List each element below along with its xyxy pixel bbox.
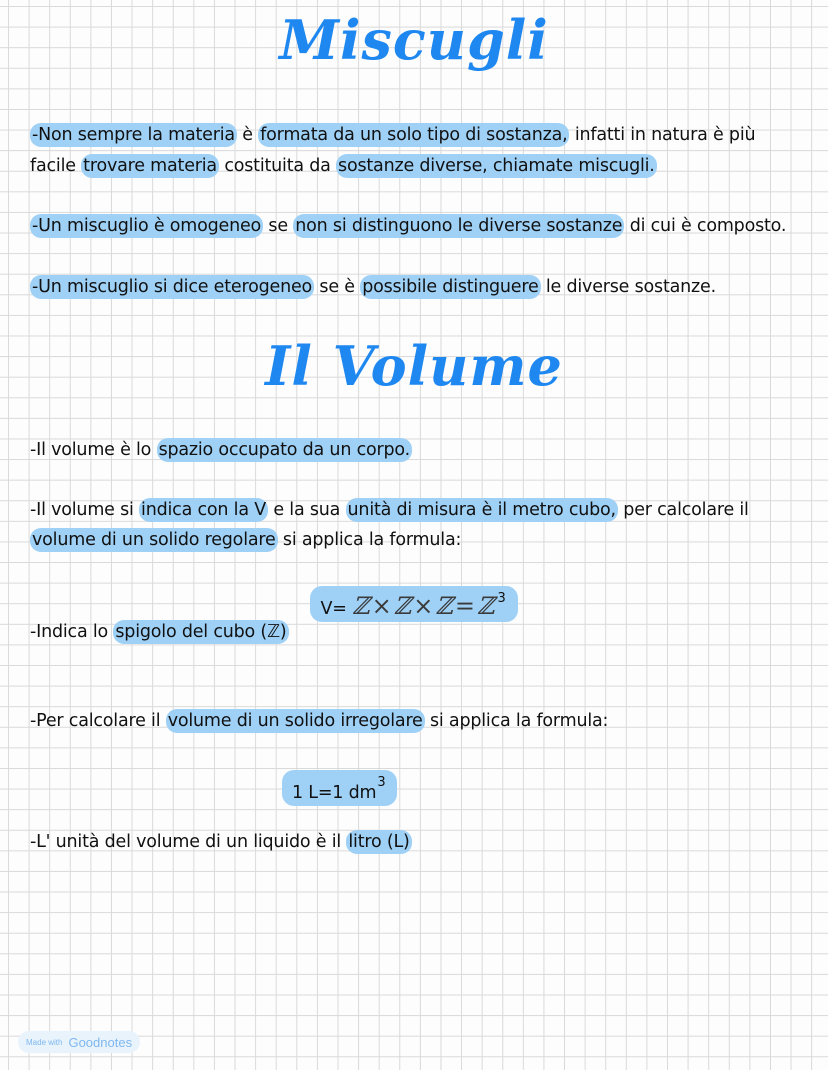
highlight: possibile distinguere: [362, 277, 539, 297]
highlight: unità di misura è il metro cubo,: [347, 500, 616, 520]
paragraph-3: [30, 276, 716, 298]
formula-pill: [282, 770, 397, 806]
highlight: indica con la V: [141, 500, 266, 520]
paragraph-1-line-2: [30, 155, 657, 177]
highlight: non si distinguono le diverse sostanze: [295, 216, 623, 236]
text: le diverse sostanze.: [540, 277, 716, 297]
highlight: litro (L): [348, 832, 410, 852]
text: e la sua: [267, 500, 346, 520]
highlight: -Un miscuglio è omogeneo: [32, 216, 262, 236]
text: facile: [30, 156, 82, 176]
formula-prefix: V=: [320, 599, 347, 619]
paragraph-5-line-1: [30, 499, 749, 521]
formula-pill: [310, 586, 517, 622]
title-il-volume: Il Volume: [265, 334, 563, 398]
highlight: sostanze diverse, chiamate miscugli.: [338, 156, 655, 176]
formula-liter: [282, 770, 397, 806]
text: per calcolare il: [617, 500, 749, 520]
goodnotes-logo: Goodnotes: [68, 1034, 133, 1050]
text: se: [263, 216, 294, 236]
text: se è: [314, 277, 361, 297]
paragraph-4: [30, 439, 412, 461]
text: -Il volume si: [30, 500, 140, 520]
highlight: formata da un solo tipo di sostanza,: [260, 125, 568, 145]
formula-volume-cube: [0, 586, 828, 622]
formula-body: ℤ×ℤ×ℤ=ℤ: [352, 592, 497, 620]
highlight: -Un miscuglio si dice eterogeneo: [32, 277, 313, 297]
made-with-label: Made with: [26, 1037, 63, 1047]
text: è: [236, 125, 259, 145]
highlight: spigolo del cubo (ℤ): [115, 622, 287, 642]
formula-body: 1 L=1 dm: [292, 783, 377, 803]
paragraph-1-line-1: [30, 124, 755, 146]
paragraph-6: [30, 621, 289, 643]
text: di cui è composto.: [624, 216, 787, 236]
highlight: spazio occupato da un corpo.: [158, 440, 410, 460]
highlight: -Non sempre la materia: [32, 125, 235, 145]
goodnotes-badge: [18, 1031, 140, 1053]
text: -Il volume è lo: [30, 440, 157, 460]
text: -Per calcolare il: [30, 711, 166, 731]
formula-exponent: 3: [377, 775, 386, 790]
text: costituita da: [218, 156, 337, 176]
title-miscugli: Miscugli: [279, 8, 549, 72]
highlight: volume di un solido irregolare: [167, 711, 423, 731]
highlight: volume di un solido regolare: [32, 530, 276, 550]
formula-exponent: 3: [497, 591, 506, 606]
text: si applica la formula:: [424, 711, 609, 731]
paragraph-2: [30, 215, 786, 237]
text: -Indica lo: [30, 622, 114, 642]
highlight: trovare materia: [83, 156, 217, 176]
text: infatti in natura è più: [569, 125, 756, 145]
text: si applica la formula:: [277, 530, 462, 550]
paragraph-8: [30, 831, 412, 853]
text: -L' unità del volume di un liquido è il: [30, 832, 347, 852]
paragraph-5-line-2: [30, 529, 461, 551]
paragraph-7: [30, 710, 608, 732]
